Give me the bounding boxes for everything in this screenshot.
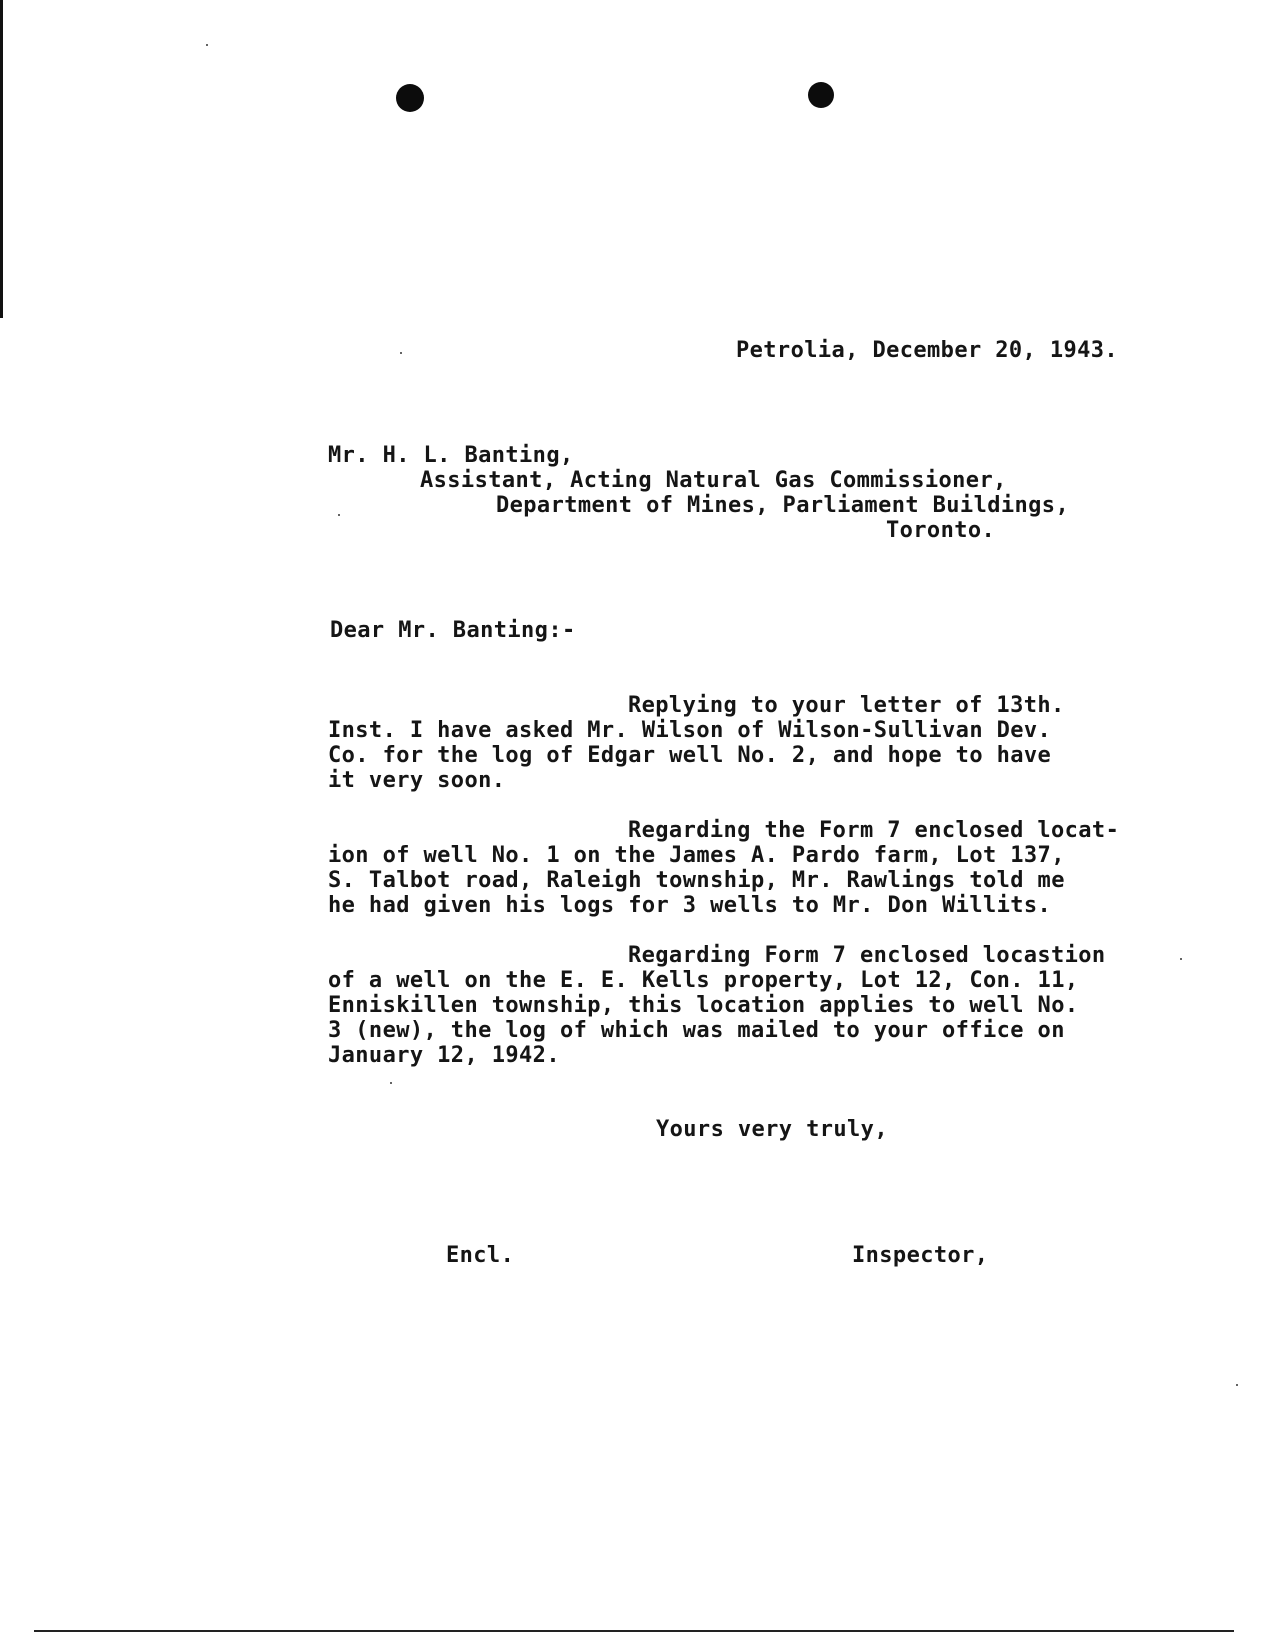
- paragraph-line: ion of well No. 1 on the James A. Pardo farm, Lot 137,: [328, 843, 1065, 868]
- paragraph-line: it very soon.: [328, 768, 506, 793]
- punch-hole-left: [396, 84, 424, 112]
- scan-edge-line: [0, 0, 3, 318]
- scan-speck: [400, 352, 402, 354]
- scan-speck: [390, 1082, 392, 1084]
- paragraph-line: of a well on the E. E. Kells property, Lot 12, Con. 11,: [328, 968, 1079, 993]
- recipient-address: Department of Mines, Parliament Buildings,: [496, 493, 1070, 518]
- scan-bottom-line: [34, 1630, 1234, 1632]
- paragraph-line: Replying to your letter of 13th.: [628, 693, 1065, 718]
- dateline: Petrolia, December 20, 1943.: [736, 338, 1119, 363]
- scan-speck: [338, 514, 340, 516]
- scan-speck: [1180, 958, 1182, 960]
- salutation: Dear Mr. Banting:-: [330, 618, 576, 643]
- paragraph-line: Inst. I have asked Mr. Wilson of Wilson-Sullivan Dev.: [328, 718, 1052, 743]
- recipient-name: Mr. H. L. Banting,: [328, 443, 574, 468]
- recipient-title: Assistant, Acting Natural Gas Commissioner,: [420, 468, 1007, 493]
- paragraph-line: S. Talbot road, Raleigh township, Mr. Rawlings told me: [328, 868, 1065, 893]
- paragraph-line: January 12, 1942.: [328, 1043, 560, 1068]
- punch-hole-right: [808, 82, 834, 108]
- paragraph-line: Co. for the log of Edgar well No. 2, and hope to have: [328, 743, 1052, 768]
- signature-title: Inspector,: [852, 1243, 989, 1268]
- paragraph-line: Enniskillen township, this location applies to well No.: [328, 993, 1079, 1018]
- scan-speck: [1236, 1384, 1238, 1386]
- paragraph-line: 3 (new), the log of which was mailed to your office on: [328, 1018, 1065, 1043]
- recipient-city: Toronto.: [886, 518, 996, 543]
- paragraph-line: he had given his logs for 3 wells to Mr. Don Willits.: [328, 893, 1052, 918]
- scan-speck: [206, 44, 208, 46]
- enclosure-note: Encl.: [446, 1243, 515, 1268]
- paragraph-line: Regarding Form 7 enclosed locastion: [628, 943, 1106, 968]
- closing: Yours very truly,: [656, 1117, 888, 1142]
- paragraph-line: Regarding the Form 7 enclosed locat-: [628, 818, 1120, 843]
